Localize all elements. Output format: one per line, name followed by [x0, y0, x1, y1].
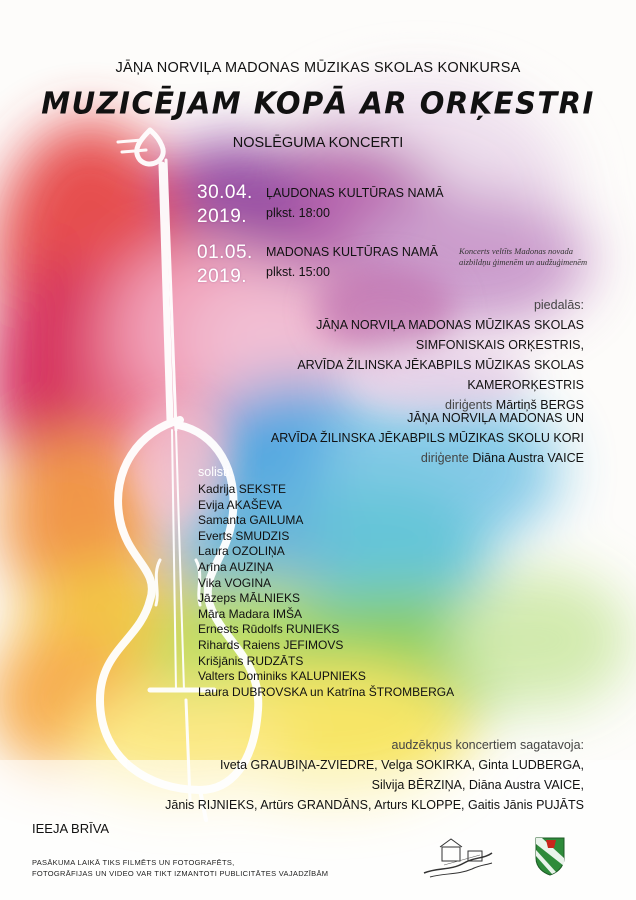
concert-2-date [197, 241, 253, 289]
orchestra-line-3: ARVĪDA ŽILINSKA JĒKABPILS MŪZIKAS SKOLAS [297, 358, 584, 372]
soloist-name: Samanta GAILUMA [198, 513, 304, 528]
dedication-note [459, 246, 587, 268]
coat-of-arms-icon [534, 836, 566, 876]
soloists-list [198, 482, 454, 700]
dedication-line-1: Koncerts veltīts Madonas novada [459, 246, 574, 256]
soloist-name: Kadrija SEKSTE [198, 482, 287, 496]
orchestra-line-4: KAMERORĶESTRIS [467, 378, 584, 392]
soloist-name: Māra Madara IMŠA [198, 606, 303, 621]
teachers-line-3: Jānis RIJNIEKS, Artūrs GRANDĀNS, Arturs KLOPPE, Gaitis Jānis PUJĀTS [165, 798, 584, 812]
footer-notice [32, 857, 328, 879]
footer-line-1: PASĀKUMA LAIKĀ TIKS FILMĒTS UN FOTOGRAFĒTS, [32, 858, 235, 867]
choirs-block [271, 408, 584, 468]
concert-2-date-day: 01.05. [197, 242, 253, 263]
choir-conductor-line [271, 448, 584, 468]
soloist-name: Valters Dominiks KALUPNIEKS [198, 669, 366, 684]
teachers-label: audzēkņus koncertiem sagatavoja: [391, 738, 584, 752]
teachers-block [165, 735, 584, 815]
concert-2-venue: MADONAS KULTŪRAS NAMĀ [266, 245, 439, 259]
soloist-name: Vika VOGINA [198, 575, 272, 590]
dedication-line-2: aizbildņu ģimenēm un audžuģimenēm [459, 257, 588, 267]
participants-label: piedalās: [533, 298, 584, 312]
concert-2-time: plkst. 15:00 [266, 265, 330, 279]
choir-conductor-name: Diāna Austra VAICE [472, 451, 584, 465]
competition-heading: JĀŅA NORVIĻA MADONAS MŪZIKAS SKOLAS KONKURSA [115, 60, 521, 76]
soloist-name: Jāzeps MĀLNIEKS [198, 591, 301, 606]
concert-2-details [266, 242, 438, 282]
soloist-name: Evija AKAŠEVA [198, 497, 282, 512]
choir-conductor-role: diriģente [420, 451, 469, 465]
concert-2-date-year: 2019. [197, 266, 248, 287]
choir-line-1: JĀŅA NORVIĻA MADONAS UN [407, 411, 584, 425]
concert-1-venue: ĻAUDONAS KULTŪRAS NAMĀ [266, 186, 444, 200]
school-logo-icon [420, 833, 496, 881]
conductor-name: Mārtiņš BERGS [495, 398, 584, 412]
soloist-name: Laura OZOLIŅA [198, 544, 285, 559]
soloist-name: Everts SMUDZIS [198, 528, 290, 543]
concert-1-date [197, 181, 253, 229]
teachers-line-1: Iveta GRAUBIŅA-ZVIEDRE, Velga SOKIRKA, Ginta LUDBERGA, [219, 758, 584, 772]
concert-1-time: plkst. 18:00 [266, 206, 330, 220]
orchestra-line-2: SIMFONISKAIS ORĶESTRIS, [415, 338, 584, 352]
soloists-label: solisti: [198, 465, 233, 479]
free-entry: IEEJA BRĪVA [32, 821, 110, 836]
soloist-name: Rihards Raiens JEFIMOVS [198, 637, 344, 652]
concert-1-details [266, 183, 444, 223]
teachers-line-2: Silvija BĒRZIŅA, Diāna Austra VAICE, [371, 778, 584, 792]
soloist-name: Arīna AUZIŅA [198, 559, 274, 574]
choir-line-2: ARVĪDA ŽILINSKA JĒKABPILS MŪZIKAS SKOLU KORI [270, 431, 584, 445]
conductor-role: diriģents [445, 398, 493, 412]
footer-line-2: FOTOGRĀFIJAS UN VIDEO VAR TIKT IZMANTOTI PUBLICITĀTES VAJADZĪBĀM [32, 869, 329, 878]
participants-block [297, 295, 584, 415]
concert-1-date-year: 2019. [197, 206, 248, 227]
soloist-name: Ernests Rūdolfs RUNIEKS [198, 622, 340, 637]
soloist-name: Laura DUBROVSKA un Katrīna ŠTROMBERGA [198, 684, 455, 699]
event-title: MUZICĒJAM KOPĀ AR ORĶESTRI [41, 85, 595, 121]
soloist-name: Krišjānis RUDZĀTS [198, 653, 304, 668]
concert-1-date-day: 30.04. [197, 182, 253, 203]
orchestra-line-1: JĀŅA NORVIĻA MADONAS MŪZIKAS SKOLAS [316, 318, 584, 332]
event-subtitle: NOSLĒGUMA KONCERTI [232, 135, 404, 151]
